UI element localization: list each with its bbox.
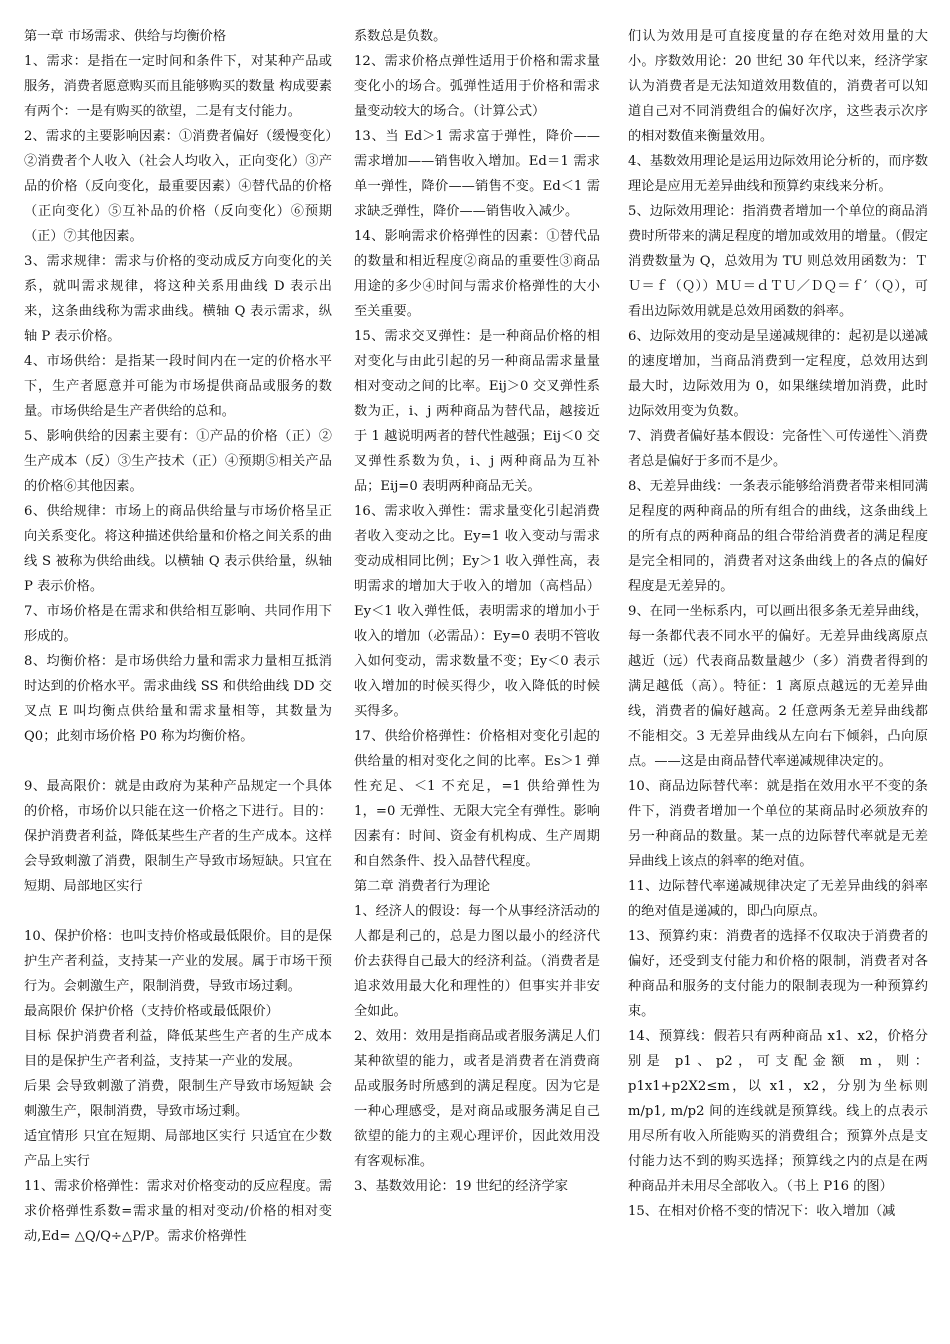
paragraph: 17、供给价格弹性：价格相对变化引起的供给量的相对变化之间的比率。Es＞1 弹性充足、＜1 不充足，=1 供给弹性为 1，=0 无弹性、无限大完全有弹性。影响因素有：时间、资金有机构成、生产周期和自然条件、投入品替代程度。: [354, 729, 600, 869]
paragraph: 10、保护价格：也叫支持价格或最低限价。目的是保护生产者利益，支持某一产业的发展。属于市场干预行为。会刺激生产，限制消费，导致市场过剩。: [24, 929, 332, 994]
paragraph: 6、边际效用的变动是呈递减规律的：起初是以递减的速度增加，当商品消费到一定程度，总效用达到最大时，边际效用为 0，如果继续增加消费，此时边际效用变为负数。: [628, 329, 928, 419]
paragraph: 适宜情形 只宜在短期、局部地区实行 只适宜在少数产品上实行: [24, 1129, 332, 1169]
blank-line: [24, 899, 332, 924]
paragraph: 5、边际效用理论：指消费者增加一个单位的商品消费时所带来的满足程度的增加或效用的增量。（假定消费数量为 Q，总效用为 TU 则总效用函数为：ＴＵ＝ｆ（Ｑ））ＭＵ＝ｄＴＵ／ＤＱ＝ｆ′（Ｑ），可看出边际效用就是总效用函数的斜率。: [628, 204, 928, 319]
paragraph: 2、效用：效用是指商品或者服务满足人们某种欲望的能力，或者是消费者在消费商品或服务时所感到的满足程度。因为它是一种心理感受，是对商品或服务满足自己欲望的能力的主观心理评价，因此效用没有客观标准。: [354, 1029, 600, 1169]
paragraph: 7、消费者偏好基本假设：完备性＼可传递性＼消费者总是偏好于多而不是少。: [628, 429, 928, 469]
paragraph: 6、供给规律：市场上的商品供给量与市场价格呈正向关系变化。将这种描述供给量和价格之间关系的曲线 S 被称为供给曲线。以横轴 Q 表示供给量，纵轴 P 表示价格。: [24, 504, 332, 594]
text-column-2: [354, 24, 600, 1199]
paragraph: 13、预算约束：消费者的选择不仅取决于消费者的偏好，还受到支付能力和价格的限制，消费者对各种商品和服务的支付能力的限制表现为一种预算约束。: [628, 929, 928, 1019]
text-column-3: [628, 24, 928, 1224]
paragraph: 后果 会导致刺激了消费，限制生产导致市场短缺 会刺激生产，限制消费，导致市场过剩。: [24, 1079, 332, 1119]
paragraph: 15、在相对价格不变的情况下：收入增加（减: [628, 1204, 896, 1219]
paragraph: 4、市场供给：是指某一段时间内在一定的价格水平下，生产者愿意并可能为市场提供商品或服务的数量。市场供给是生产者供给的总和。: [24, 354, 332, 419]
paragraph: 14、预算线：假若只有两种商品 x1、x2，价格分别是 p1、p2，可支配金额 m，则：p1x1+p2X2≤m，以 x1，x2，分别为坐标则 m/p1, m/p2 间的连线就是预算线。线上的点表示用尽所有收入所能购买的消费组合；预算外点是支付能力达不到的购买选择；预算线之内的点是在两种商品并未用尽全部收入。（书上 P16 的图）: [628, 1029, 928, 1194]
paragraph: 11、需求价格弹性：需求对价格变动的反应程度。需求价格弹性系数=需求量的相对变动/价格的相对变动,Ed= △Q/Q÷△P/P。需求价格弹性: [24, 1179, 332, 1244]
paragraph: 1、需求：是指在一定时间和条件下，对某种产品或服务，消费者愿意购买而且能够购买的数量 构成要素有两个：一是有购买的欲望，二是有支付能力。: [24, 54, 332, 119]
paragraph: 系数总是负数。: [354, 29, 447, 44]
blank-line: [24, 749, 332, 774]
paragraph: 4、基数效用理论是运用边际效用论分析的，而序数理论是应用无差异曲线和预算约束线来分析。: [628, 154, 928, 194]
paragraph: 3、需求规律：需求与价格的变动成反方向变化的关系，就叫需求规律，将这种关系用曲线 D 表示出来，这条曲线称为需求曲线。横轴 Q 表示需求，纵轴 P 表示价格。: [24, 254, 332, 344]
paragraph: 第二章 消费者行为理论: [354, 879, 491, 894]
paragraph: 们认为效用是可直接度量的存在绝对效用量的大小。序数效用论：20 世纪 30 年代以来，经济学家认为消费者是无法知道效用数值的，消费者可以知道自己对不同消费组合的偏好次序，这些表示次序的相对数值来衡量效用。: [628, 29, 928, 144]
text-column-1: [24, 24, 332, 1249]
paragraph: 7、市场价格是在需求和供给相互影响、共同作用下形成的。: [24, 604, 332, 644]
paragraph: 9、在同一坐标系内，可以画出很多条无差异曲线，每一条都代表不同水平的偏好。无差异曲线离原点越近（远）代表商品数量越少（多）消费者得到的满足越低（高）。特征：1 离原点越远的无差异曲线，消费者的偏好越高。2 任意两条无差异曲线都不能相交。3 无差异曲线从左向右下倾斜，凸向原点。——这是由商品替代率递减规律决定的。: [628, 604, 928, 769]
paragraph: 16、需求收入弹性：需求量变化引起消费者收入变动之比。Ey=1 收入变动与需求变动成相同比例；Ey＞1 收入弹性高，表明需求的增加大于收入的增加（高档品）Ey＜1 收入弹性低，表明需求的增加小于收入的增加（必需品）：Ey=0 表明不管收入如何变动，需求数量不变；Ey＜0 表示收入增加的时候买得少，收入降低的时候买得多。: [354, 504, 600, 719]
paragraph: 8、均衡价格：是市场供给力量和需求力量相互抵消时达到的价格水平。需求曲线 SS 和供给曲线 DD 交叉点 E 叫均衡点供给量和需求量相等，其数量为 Q0；此刻市场价格 P0 称为均衡价格。: [24, 654, 332, 744]
paragraph: 第一章 市场需求、供给与均衡价格: [24, 29, 227, 44]
paragraph: 5、影响供给的因素主要有：①产品的价格（正）②生产成本（反）③生产技术（正）④预期⑤相关产品的价格⑥其他因素。: [24, 429, 332, 494]
paragraph: 2、需求的主要影响因素：①消费者偏好（缓慢变化）②消费者个人收入（社会人均收入，正向变化）③产品的价格（反向变化，最重要因素）④替代品的价格（正向变化）⑤互补品的价格（反向变化）⑥预期（正）⑦其他因素。: [24, 129, 332, 244]
paragraph: 3、基数效用论：19 世纪的经济学家: [354, 1179, 568, 1194]
paragraph: 1、经济人的假设：每一个从事经济活动的人都是利己的，总是力图以最小的经济代价去获得自己最大的经济利益。（消费者是追求效用最大化和理性的）但事实并非安全如此。: [354, 904, 600, 1019]
paragraph: 9、最高限价：就是由政府为某种产品规定一个具体的价格，市场价以只能在这一价格之下进行。目的：保护消费者利益，降低某些生产者的生产成本。这样会导致刺激了消费，限制生产导致市场短缺。只宜在短期、局部地区实行: [24, 779, 332, 894]
paragraph: 10、商品边际替代率：就是指在效用水平不变的条件下，消费者增加一个单位的某商品时必须放弃的另一种商品的数量。某一点的边际替代率就是无差异曲线上该点的斜率的绝对值。: [628, 779, 928, 869]
paragraph: 12、需求价格点弹性适用于价格和需求量变化小的场合。弧弹性适用于价格和需求量变动较大的场合。（计算公式）: [354, 54, 600, 119]
paragraph: 11、边际替代率递减规律决定了无差异曲线的斜率的绝对值是递减的，即凸向原点。: [628, 879, 928, 919]
paragraph: 8、无差异曲线：一条表示能够给消费者带来相同满足程度的两种商品的所有组合的曲线，这条曲线上的所有点的两种商品的组合带给消费者的满足程度是完全相同的，消费者对这条曲线上的各点的偏好程度是无差异的。: [628, 479, 928, 594]
paragraph: 14、影响需求价格弹性的因素：①替代品的数量和相近程度②商品的重要性③商品用途的多少④时间与需求价格弹性的大小至关重要。: [354, 229, 600, 319]
paragraph: 15、需求交叉弹性：是一种商品价格的相对变化与由此引起的另一种商品需求量量相对变动之间的比率。Eij＞0 交叉弹性系数为正，i、j 两种商品为替代品，越接近于 1 越说明两者的替代性越强；Eij＜0 交叉弹性系数为负，i、j 两种商品为互补品；Eij=0 表明两种商品无关。: [354, 329, 600, 494]
paragraph: 目标 保护消费者利益，降低某些生产者的生产成本 目的是保护生产者利益，支持某一产业的发展。: [24, 1029, 332, 1069]
paragraph: 最高限价 保护价格（支持价格或最低限价）: [24, 1004, 279, 1019]
paragraph: 13、当 Ed＞1 需求富于弹性，降价——需求增加——销售收入增加。Ed＝1 需求单一弹性，降价——销售不变。Ed＜1 需求缺乏弹性，降价——销售收入减少。: [354, 129, 600, 219]
